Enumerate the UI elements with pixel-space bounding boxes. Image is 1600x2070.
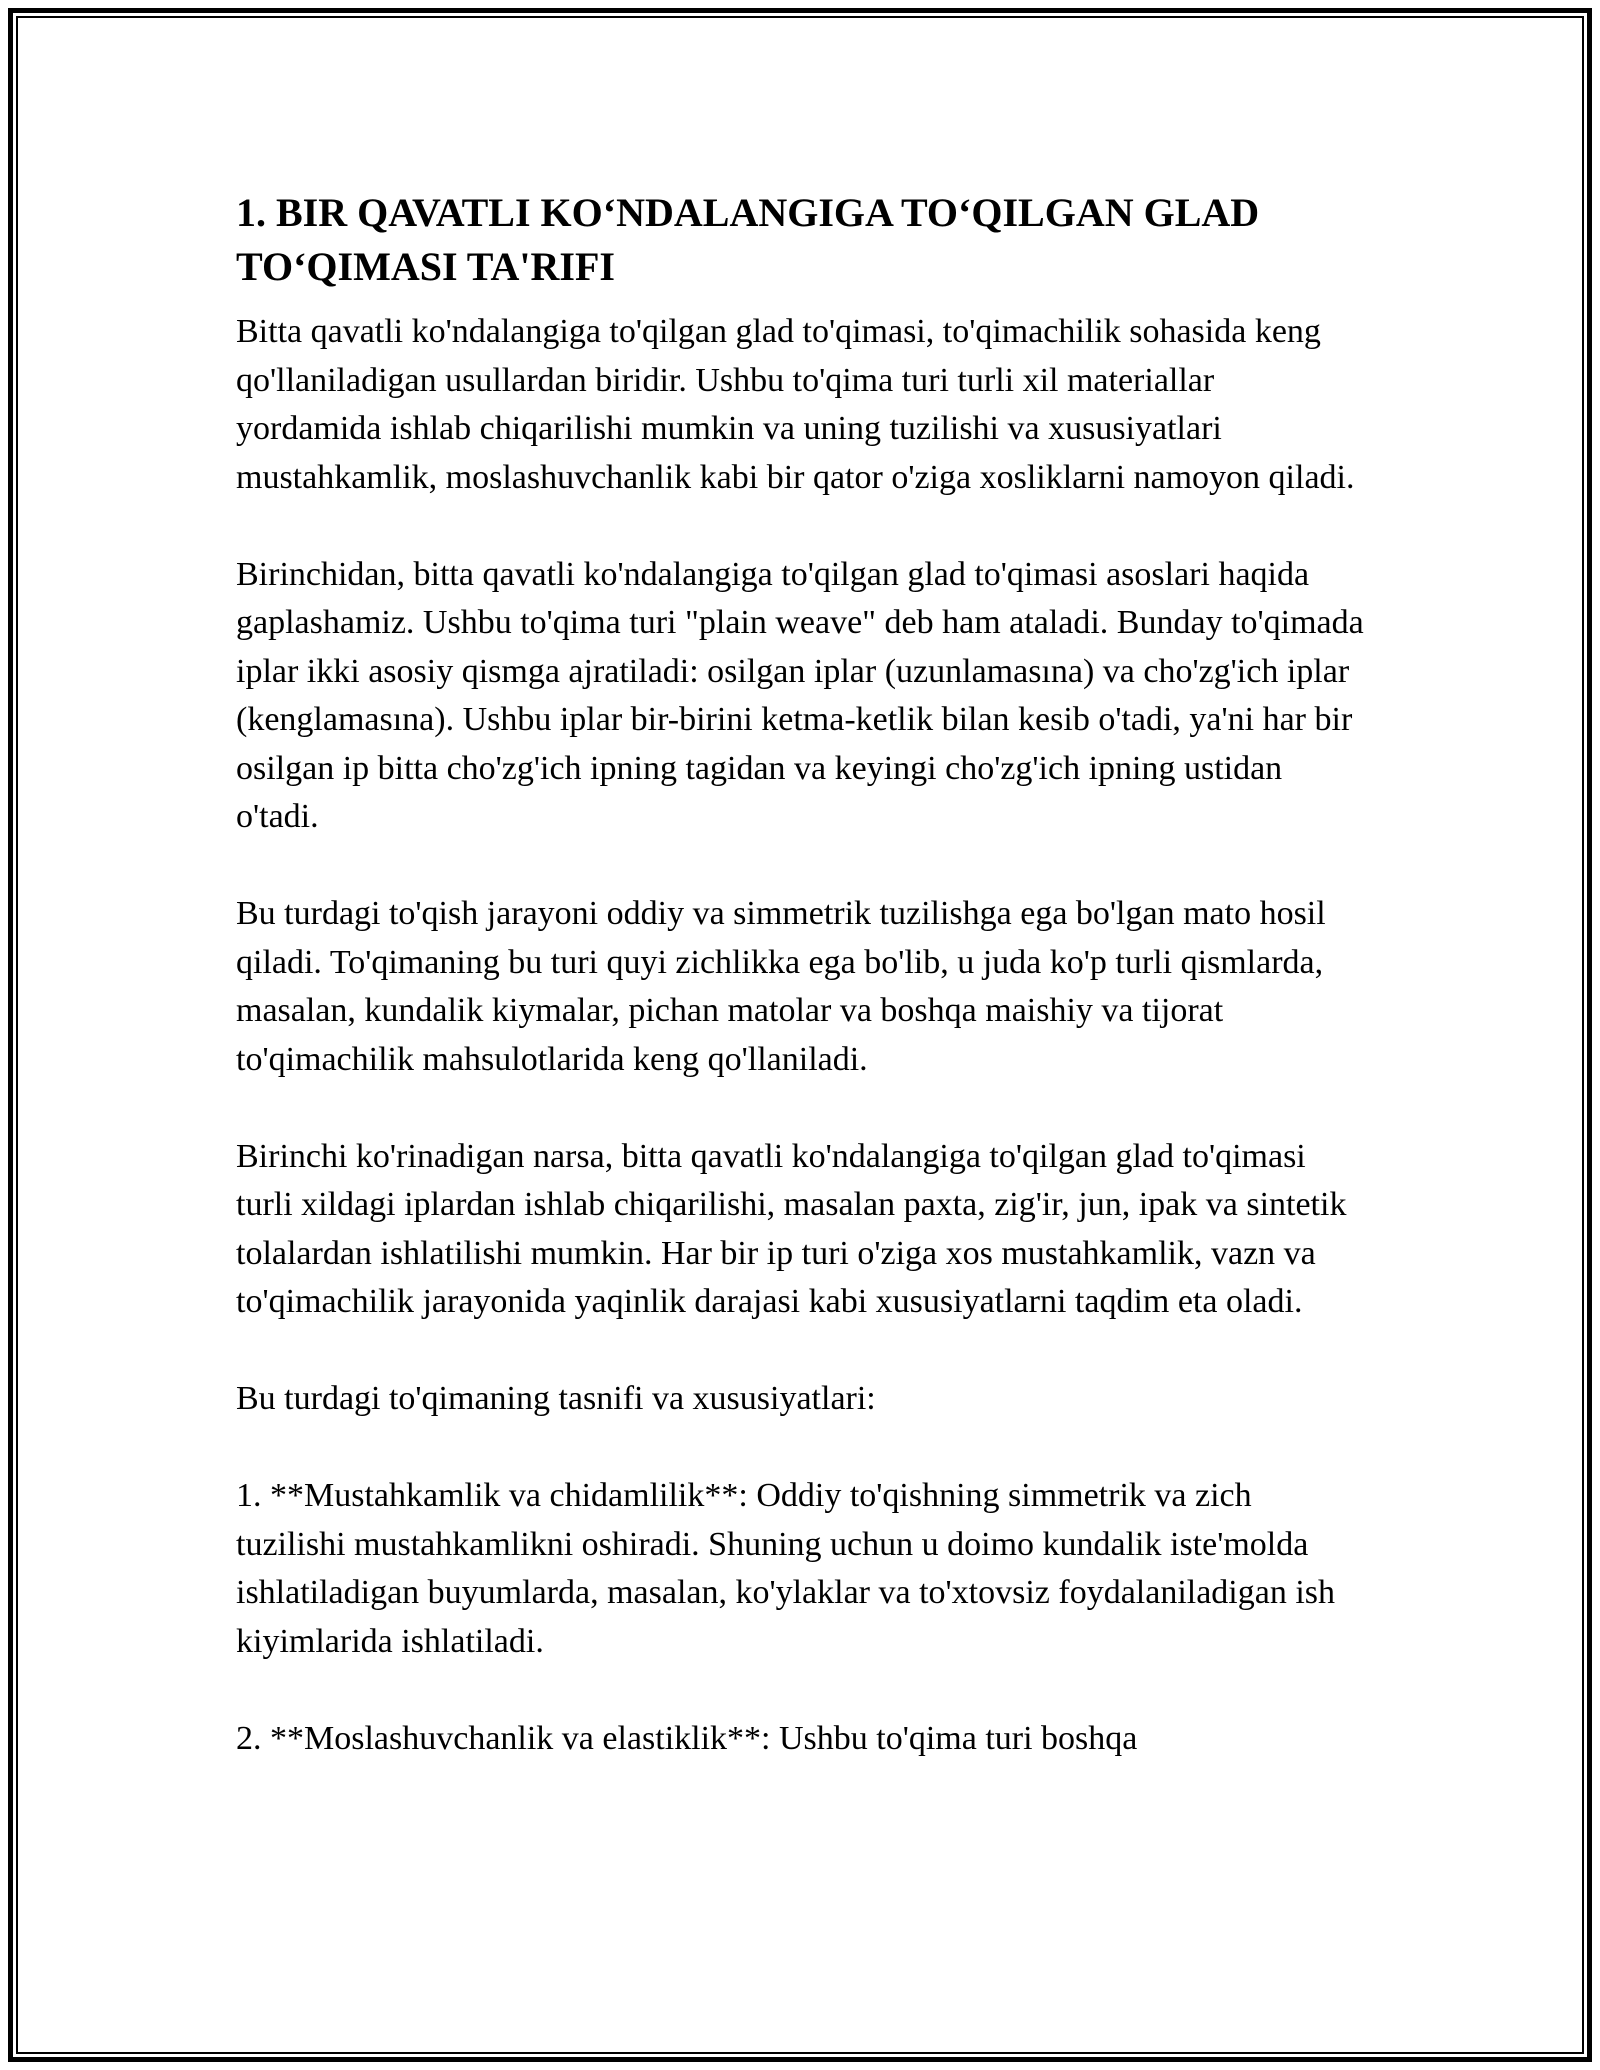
list-item-durability: 1. **Mustahkamlik va chidamlilik**: Oddiy to'qishning simmetrik va zich tuzilishi mustahkamlikni oshiradi. Shuning uchun u doimo kundalik iste'molda ishlatiladigan buyumlarda, masalan, ko'ylaklar va to'xtovsiz foydalaniladigan ish kiyimlarida ishlatiladi. [236,1477,1336,1660]
paragraph-spacer [236,1084,1366,1133]
paragraph-weaving-process: Bu turdagi to'qish jarayoni oddiy va simmetrik tuzilishga ega bo'lgan mato hosil qiladi. To'qimaning bu turi quyi zichlikka ega bo'lib, u juda ko'p turli qismlarda, masalan, kundalik kiymalar, pichan matolar va boshqa maishiy va tijorat to'qimachilik mahsulotlarida keng qo'llaniladi. [236,895,1326,1078]
paragraph-yarn-types: Birinchi ko'rinadigan narsa, bitta qavatli ko'ndalangiga to'qilgan glad to'qimasi turli xildagi iplardan ishlab chiqarilishi, masalan paxta, zig'ir, jun, ipak va sintetik tolalardan ishlatilishi mumkin. Har bir ip turi o'ziga xos mustahkamlik, vazn va to'qimachilik jarayonida yaqinlik darajasi kabi xususiyatlarni taqdim eta oladi. [236,1137,1347,1320]
paragraph-classification-intro: Bu turdagi to'qimaning tasnifi va xususiyatlari: [236,1380,876,1417]
paragraph-spacer [236,1327,1366,1376]
paragraph-spacer [236,1424,1366,1473]
paragraph-plain-weave: Birinchidan, bitta qavatli ko'ndalangiga to'qilgan glad to'qimasi asoslari haqida gaplashamiz. Ushbu to'qima turi "plain weave" deb ham ataladi. Bunday to'qimada iplar ikki asosiy qismga ajratiladi: osilgan iplar (uzunlamasına) va cho'zg'ich iplar (kenglamasına). Ushbu iplar bir-birini ketma-ketlik bilan kesib o'tadi, ya'ni har bir osilgan ip bitta cho'zg'ich ipning tagidan va keyingi cho'zg'ich ipning ustidan o'tadi. [236,555,1364,835]
section-heading: 1. BIR QAVATLI KO‘NDALANGIGA TO‘QILGAN GLAD TO‘QIMASI TA'RIFI [236,190,1260,289]
paragraph-spacer [236,842,1366,891]
list-item-flexibility: 2. **Moslashuvchanlik va elastiklik**: Ushbu to'qima turi boshqa [236,1719,1138,1757]
paragraph-spacer [236,502,1366,551]
document-body [236,186,1366,1763]
paragraph-spacer [236,1666,1366,1715]
paragraph-intro: Bitta qavatli ko'ndalangiga to'qilgan glad to'qimasi, to'qimachilik sohasida keng qo'llaniladigan usullardan biridir. Ushbu to'qima turi turli xil materiallar yordamida ishlab chiqarilishi mumkin va uning tuzilishi va xususiyatlari mustahkamlik, moslashuvchanlik kabi bir qator o'ziga xosliklarni namoyon qiladi. [236,313,1355,496]
heading-spacer [236,294,1366,308]
